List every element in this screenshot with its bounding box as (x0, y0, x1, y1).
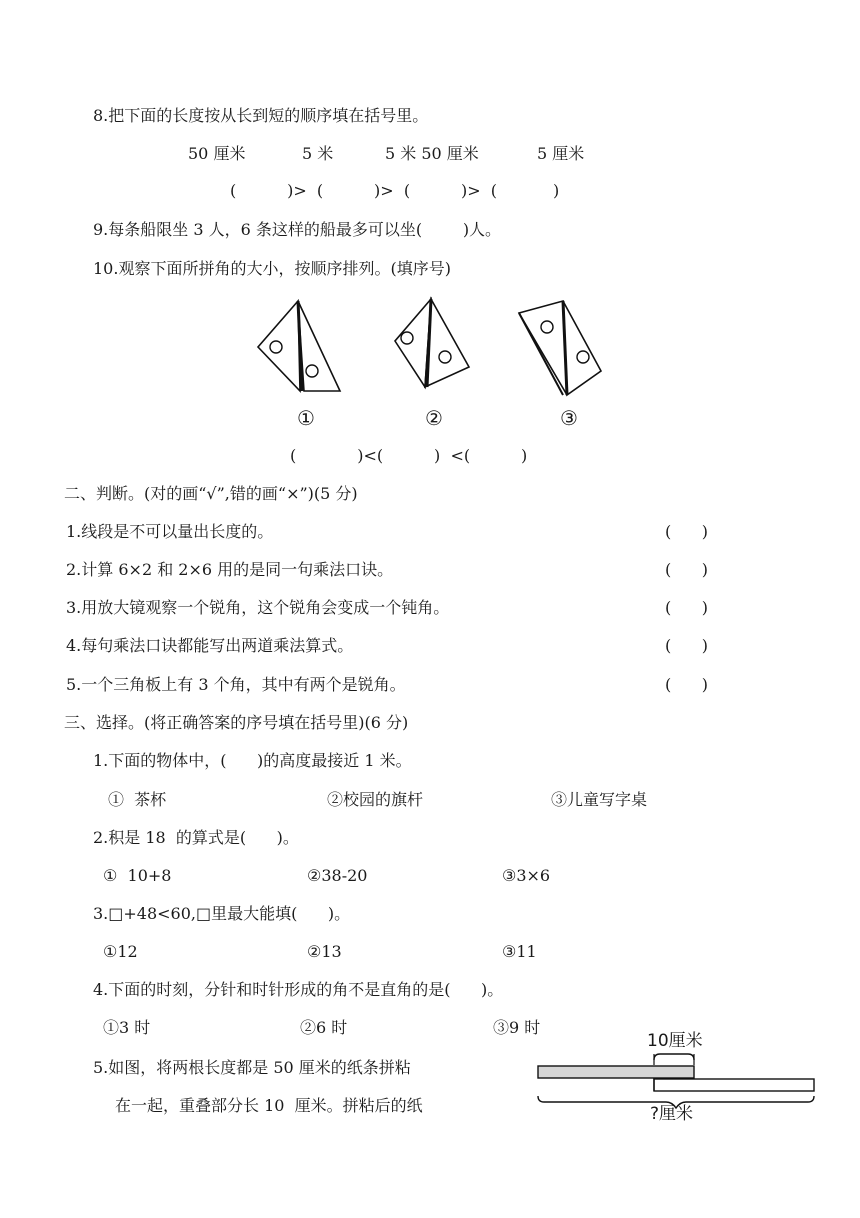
angle-label-1: ① (297, 406, 315, 430)
judge-answer-5[interactable]: ( ) (665, 675, 708, 694)
judge-item-2: 2.计算 6×2 和 2×6 用的是同一句乘法口诀。 (66, 560, 394, 579)
choice-q3-text: 3.□+48<60,□里最大能填( )。 (93, 904, 351, 923)
judge-item-4: 4.每句乘法口诀都能写出两道乘法算式。 (66, 636, 354, 655)
choice-q4-option-2[interactable]: ②6 时 (300, 1018, 348, 1037)
q8-item-3: 5 米 50 厘米 (385, 144, 479, 163)
angle-label-2: ② (425, 406, 443, 430)
choice-q4-option-1[interactable]: ①3 时 (103, 1018, 151, 1037)
section-3-title: 三、选择。(将正确答案的序号填在括号里)(6 分) (64, 713, 409, 732)
judge-item-5: 5.一个三角板上有 3 个角，其中有两个是锐角。 (66, 675, 406, 694)
section-2-title: 二、判断。(对的画“√”,错的画“×”)(5 分) (64, 484, 358, 503)
q8-answer-blanks[interactable]: ( )> ( )> ( )> ( ) (230, 181, 560, 200)
choice-q3-option-1[interactable]: ①12 (103, 942, 138, 961)
choice-q3-option-2[interactable]: ②13 (307, 942, 342, 961)
choice-q5-line-2: 在一起，重叠部分长 10 厘米。拼粘后的纸 (115, 1096, 423, 1115)
choice-q1-option-2[interactable]: ②校园的旗杆 (327, 790, 424, 809)
strip-overlap-label: 10厘米 (647, 1031, 703, 1051)
q10-text: 10.观察下面所拼角的大小，按顺序排列。(填序号) (93, 259, 451, 278)
strip-total-label: ?厘米 (650, 1104, 694, 1124)
choice-q2-option-1[interactable]: ① 10+8 (103, 866, 172, 885)
angle-figure-1 (250, 295, 350, 395)
choice-q1-option-3[interactable]: ③儿童写字桌 (551, 790, 648, 809)
choice-q3-option-3[interactable]: ③11 (502, 942, 537, 961)
choice-q1-text: 1.下面的物体中，( )的高度最接近 1 米。 (93, 751, 412, 770)
q8-item-4: 5 厘米 (537, 144, 585, 163)
choice-q2-text: 2.积是 18 的算式是( )。 (93, 828, 299, 847)
angle-figure-2 (385, 295, 485, 395)
angle-figure-3 (515, 295, 615, 395)
judge-answer-1[interactable]: ( ) (665, 522, 708, 541)
choice-q5-line-1: 5.如图，将两根长度都是 50 厘米的纸条拼粘 (93, 1058, 411, 1077)
q8-item-2: 5 米 (302, 144, 334, 163)
angle-label-3: ③ (560, 406, 578, 430)
judge-item-1: 1.线段是不可以量出长度的。 (66, 522, 274, 541)
judge-answer-3[interactable]: ( ) (665, 598, 708, 617)
q9-text: 9.每条船限坐 3 人，6 条这样的船最多可以坐( )人。 (93, 220, 502, 239)
choice-q4-option-3[interactable]: ③9 时 (493, 1018, 541, 1037)
judge-item-3: 3.用放大镜观察一个锐角，这个锐角会变成一个钝角。 (66, 598, 450, 617)
choice-q4-text: 4.下面的时刻，分针和时针形成的角不是直角的是( )。 (93, 980, 504, 999)
q10-answer-blanks[interactable]: ( )<( ) <( ) (290, 446, 528, 465)
q8-item-1: 50 厘米 (188, 144, 246, 163)
judge-answer-2[interactable]: ( ) (665, 560, 708, 579)
judge-answer-4[interactable]: ( ) (665, 636, 708, 655)
choice-q2-option-2[interactable]: ②38-20 (307, 866, 368, 885)
choice-q1-option-1[interactable]: ① 茶杯 (108, 790, 167, 809)
q8-text: 8.把下面的长度按从长到短的顺序填在括号里。 (93, 106, 429, 125)
choice-q2-option-3[interactable]: ③3×6 (502, 866, 551, 885)
